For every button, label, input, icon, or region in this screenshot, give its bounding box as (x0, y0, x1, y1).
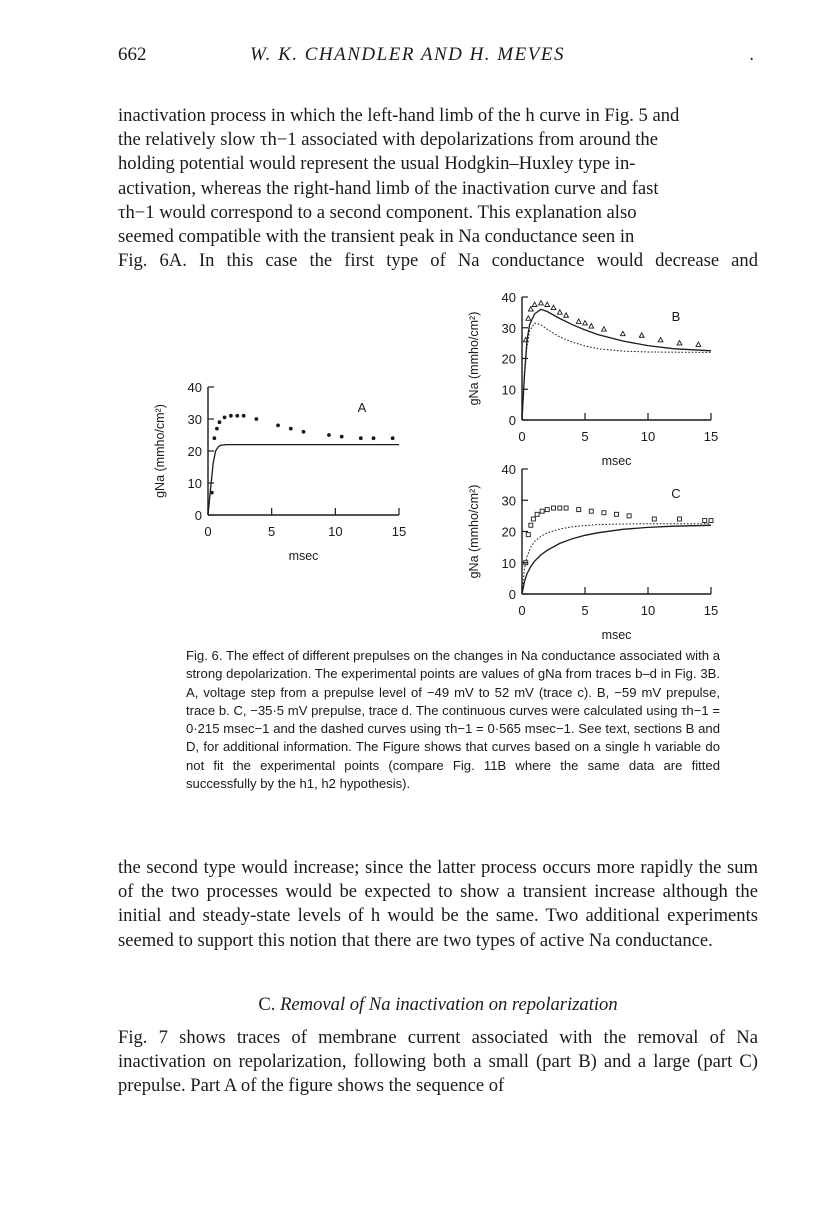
text-line: holding potential would represent the usual Hodgkin–Huxley type in- (118, 153, 636, 175)
x-tick-label: 5 (581, 429, 589, 444)
data-point (558, 506, 562, 510)
section-title: Removal of Na inactivation on repolarization (280, 994, 618, 1015)
panel-a-chart (153, 380, 406, 563)
header-mark: . (749, 44, 754, 65)
data-point (229, 414, 233, 418)
data-point (528, 307, 533, 311)
data-point (218, 420, 222, 424)
data-point (276, 424, 280, 428)
paragraph-bottom: Fig. 7 shows traces of membrane current associated with the removal of Na inactivation on repolarization, following both a small (part B) and a large (part C) prepulse. Part A of the figure shows the sequence of (118, 1027, 758, 1097)
continuous-curve (522, 309, 711, 420)
data-point (223, 416, 227, 420)
data-point (703, 519, 707, 523)
data-point (577, 508, 581, 512)
data-point (526, 316, 531, 320)
data-point (529, 523, 533, 527)
data-point (391, 436, 395, 440)
x-tick-label: 15 (391, 524, 407, 539)
data-point (583, 321, 588, 325)
y-tick-label: 20 (501, 524, 516, 540)
data-point (552, 506, 556, 510)
paragraph-middle: the second type would increase; since the latter process occurs more rapidly the sum of the two processes would be expected to show a transient increase although the initial and steady-state levels of h would be the same. Two additional experiments seemed to support this notion that there are two types of active Na conductance. (118, 857, 758, 951)
data-point (242, 414, 246, 418)
y-tick-label: 0 (508, 413, 516, 428)
panel-label: A (357, 400, 367, 415)
data-point (709, 519, 713, 523)
panel-b-chart (467, 290, 718, 468)
author-names: W. K. CHANDLER AND H. MEVES (250, 44, 565, 65)
data-point (212, 436, 216, 440)
data-point (539, 301, 544, 305)
section-heading (118, 994, 758, 1016)
data-point (302, 430, 306, 434)
x-tick-label: 5 (268, 524, 276, 539)
data-point (620, 331, 625, 335)
text-line: seemed compatible with the transient peak in Na conductance seen in (118, 226, 635, 248)
data-point (589, 324, 594, 328)
x-tick-label: 0 (518, 603, 526, 618)
x-tick-label: 0 (204, 524, 212, 539)
data-point (531, 517, 535, 521)
x-axis-title: msec (288, 549, 319, 563)
x-tick-label: 10 (328, 524, 343, 539)
y-tick-label: 20 (501, 351, 516, 367)
data-point (215, 427, 219, 431)
x-tick-label: 10 (640, 429, 656, 444)
panel-label: B (671, 309, 681, 324)
x-axis-title: msec (601, 454, 632, 468)
data-point (564, 506, 568, 510)
data-point (289, 427, 293, 431)
y-axis-title: gNa (mmho/cm²) (467, 311, 481, 406)
data-point (235, 414, 239, 418)
panel-c-chart (467, 462, 718, 642)
data-point (652, 517, 656, 521)
data-point (535, 512, 539, 516)
y-tick-label: 0 (194, 508, 202, 523)
y-tick-label: 40 (187, 380, 202, 395)
y-tick-label: 40 (501, 462, 516, 477)
data-point (678, 517, 682, 521)
y-tick-label: 30 (501, 320, 516, 336)
y-tick-label: 40 (501, 290, 516, 305)
continuous-curve (208, 445, 399, 515)
y-tick-label: 0 (508, 587, 516, 602)
data-point (615, 512, 619, 516)
y-tick-label: 30 (187, 412, 202, 427)
data-point (254, 417, 258, 421)
dashed-curve (522, 524, 711, 594)
y-tick-label: 10 (501, 382, 516, 398)
continuous-curve (522, 525, 711, 594)
data-point (564, 313, 569, 317)
text-line: τh−1 would correspond to a second component. This explanation also (118, 201, 637, 223)
data-point (532, 302, 537, 306)
data-point (658, 337, 663, 341)
data-point (526, 533, 530, 537)
data-point (576, 319, 581, 323)
data-point (359, 436, 363, 440)
data-point (602, 511, 606, 515)
data-point (551, 305, 556, 309)
section-letter: C. (258, 994, 276, 1015)
x-tick-label: 0 (518, 429, 526, 444)
x-tick-label: 10 (640, 603, 656, 618)
data-point (210, 491, 214, 495)
data-point (557, 310, 562, 314)
x-tick-label: 5 (581, 603, 589, 618)
panel-label: C (671, 486, 681, 501)
page-number: 662 (118, 44, 147, 65)
data-point (696, 342, 701, 346)
data-point (540, 509, 544, 513)
y-axis-title: gNa (mmho/cm²) (153, 404, 167, 498)
y-tick-label: 30 (501, 493, 516, 509)
data-point (639, 333, 644, 337)
x-tick-label: 15 (703, 429, 719, 444)
text-line: the relatively slow τh−1 associated with depolarizations from around the (118, 129, 658, 151)
data-point (589, 509, 593, 513)
data-point (327, 433, 331, 437)
data-point (627, 514, 631, 518)
data-point (545, 508, 549, 512)
x-axis-title: msec (601, 628, 632, 642)
data-point (677, 341, 682, 345)
figure-caption: Fig. 6. The effect of different prepulses on the changes in Na conductance associated with a strong depolarization. The experimental points are values of gNa from traces b–d in Fig. 3B. A, voltage step from a prepulse level of −49 mV to 52 mV (trace c). B, −59 mV prepulse, trace b. C, −35·5 mV prepulse, trace d. The continuous curves were calculated using τh−1 = 0·215 msec−1 and the dashed curves using τh−1 = 0·565 msec−1. See text, sections B and D, for additional information. The Figure shows that curves based on a single h variable do not fit the experimental points (compare Fig. 11B where the same data are fitted successfully by the h1, h2 hypothesis). (186, 648, 720, 792)
data-point (340, 435, 344, 439)
y-tick-label: 20 (187, 444, 202, 459)
data-point (372, 436, 376, 440)
data-point (602, 327, 607, 331)
y-tick-label: 10 (501, 555, 516, 571)
y-axis-title: gNa (mmho/cm²) (467, 484, 481, 579)
text-line: inactivation process in which the left-hand limb of the h curve in Fig. 5 and (118, 105, 680, 126)
data-point (545, 302, 550, 306)
y-tick-label: 10 (187, 476, 202, 491)
x-tick-label: 15 (703, 603, 719, 618)
text-line: activation, whereas the right-hand limb of the inactivation curve and fast (118, 177, 659, 199)
text-line: Fig. 6A. In this case the first type of Na conductance would decrease and (118, 250, 758, 272)
dashed-curve (522, 323, 711, 420)
